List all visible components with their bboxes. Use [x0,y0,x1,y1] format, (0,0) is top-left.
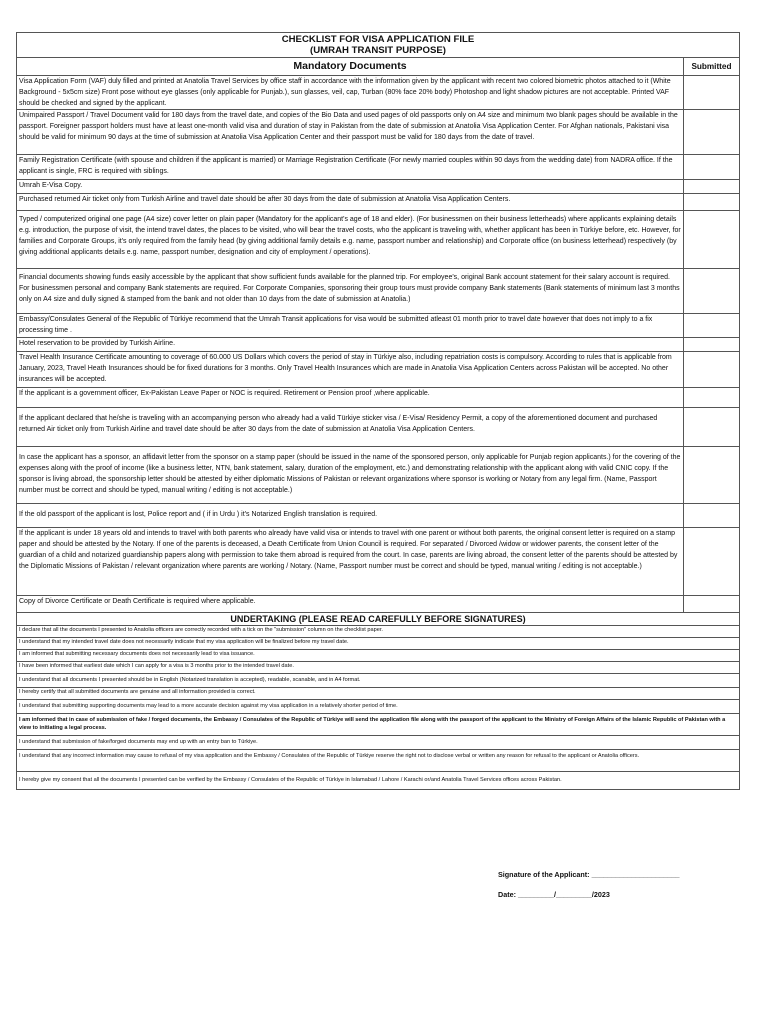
document-requirement: Visa Application Form (VAF) duly filled and printed at Anatolia Travel Services by office staff in accordance with the information given by the applicant with recent two colored biometric photos attached to it (White Background - 5x5cm size) Front pose without eye glasses (only applicable for Punjab.), sun glasses, veil, cap, Turban (80% face 20% body) Photoshop and light shadow pictures are not acceptable. Printed VAF should be checked and signed by the applicant. [17,76,684,110]
document-row [17,155,740,180]
submitted-heading: Submitted [683,58,739,76]
document-requirement: If the applicant is under 18 years old and intends to travel with both parents who already have valid visa or intends to travel with one parent or without both parents, the original consent letter is required on a stamp paper and should be attested by the Notary. If one of the parents is deceased, a Death Certificate from Union Council is required. For separated / Divorced /widow or widower parents, the consent letter of the guardian of a child and notarized guardianship papers along with permission to take them abroad is required from the court. In case, parents are living abroad, the consent letter of the parents should be attested by the Diplomatic Missions of Pakistan / relevant organization where parents are working / Notary. (Name, Passport number must be correct and should be typed, manual writing / editing is not acceptable.) [17,528,684,596]
document-requirement: Typed / computerized original one page (A4 size) cover letter on plain paper (Mandatory for the applicant's age of 18 and elder). (For businessmen on their business letterheads) where applicants explaining details e.g. introduction, the purpose of visit, the intend travel dates, the places to be visited, who will bear the travel costs, who the applicant is traveling with, whether applicant has been in Türkiye before, etc. However, for families and Corporate Groups, it's only required from the family head (by giving additional family details e.g. name, passport number and relationship) and Corporate office (on business letterhead) respectively (by giving additional applicants details e.g. name, passport number, designation and city of employment / operations). [17,211,684,269]
undertaking-statement: I have been informed that earliest date which I can apply for a visa is 3 months prior to the intended travel date. [17,662,740,674]
document-row [17,352,740,388]
undertaking-statement: I am informed that in case of submission of fake / forged documents, the Embassy / Consulates of the Republic of Türkiye will send the application file along with the passport of the applicant to the Ministry of Foreign Affairs of the Islamic Republic of Pakistan with a view to initiating a legal process. [17,714,740,736]
undertaking-statement: I understand that all documents I presented should be in English (Notarized translation is accepted), readable, scanable, and in A4 format. [17,674,740,688]
document-row [17,338,740,352]
document-requirement: Copy of Divorce Certificate or Death Certificate is required where applicable. [17,596,684,613]
undertaking-row [17,638,740,650]
submitted-checkbox-cell[interactable] [683,76,739,110]
document-row [17,76,740,110]
submitted-checkbox-cell[interactable] [683,180,739,194]
column-header-row [17,58,740,76]
document-row [17,447,740,504]
submitted-checkbox-cell[interactable] [683,314,739,338]
document-requirement: Purchased returned Air ticket only from Turkish Airline and travel date should be after 30 days from the date of submission at Anatolia Visa Application Centers. [17,194,684,211]
document-row [17,504,740,528]
undertaking-statement: I understand that submission of fake/forged documents may end up with an entry ban to Türkiye. [17,736,740,750]
document-row [17,596,740,613]
undertaking-row [17,750,740,772]
submitted-checkbox-cell[interactable] [683,155,739,180]
document-requirement: Hotel reservation to be provided by Turkish Airline. [17,338,684,352]
undertaking-statement: I understand that my intended travel date does not necessarily indicate that my visa application will be finalized before my travel date. [17,638,740,650]
undertaking-header-row [17,613,740,626]
undertaking-statement: I understand that any incorrect information may cause to refusal of my visa application and the Embassy / Consulates of the Republic of Türkiye reserve the right not to disclose verbal or written any reason for refusal to the applicant or Anatolia officers. [17,750,740,772]
document-row [17,528,740,596]
undertaking-row [17,650,740,662]
checklist-table [16,32,740,790]
submitted-checkbox-cell[interactable] [683,504,739,528]
undertaking-row [17,674,740,688]
document-row [17,408,740,447]
submitted-checkbox-cell[interactable] [683,596,739,613]
applicant-signature-line[interactable]: Signature of the Applicant: ______________________ [498,870,680,879]
mandatory-documents-heading: Mandatory Documents [17,58,684,76]
document-requirement: Financial documents showing funds easily accessible by the applicant that show sufficient funds available for the planned trip. For employee's, original Bank account statement for their salary account is required. For businessmen personal and company Bank statements are required. For Corporate Companies, sponsoring their group tours must provide company Bank statements (Bank statements of minimum last 3 months only on A4 size and dully signed & stamped from the bank and not older than 10 days from the date of submission at Anatolia.) [17,269,684,314]
undertaking-statement: I hereby give my consent that all the documents I presented can be verified by the Embassy / Consulates of the Republic of Türkiye in Islamabad / Lahore / Karachi or/and Anatolia Travel Services offices across Pakistan. [17,772,740,790]
document-row [17,211,740,269]
submitted-checkbox-cell[interactable] [683,269,739,314]
document-requirement: Travel Health Insurance Certificate amounting to coverage of 60.000 US Dollars which covers the period of stay in Türkiye also, including repatriation costs is compulsory. According to rules that is applicable from January, 2023, Travel Heath Insurances should be for fixed durations for 3 months. Only Travel Health Insurances which are made in Anatolia Visa Application Centers across Pakistan will be accepted. No other insurances will be accepted. [17,352,684,388]
document-row [17,110,740,155]
document-requirement: If the old passport of the applicant is lost, Police report and ( if in Urdu ) it's Notarized English translation is required. [17,504,684,528]
document-requirement: Umrah E-Visa Copy. [17,180,684,194]
document-requirement: If the applicant is a government officer, Ex-Pakistan Leave Paper or NOC is required. Retirement or Pension proof ,where applicable. [17,388,684,408]
submitted-checkbox-cell[interactable] [683,338,739,352]
undertaking-row [17,700,740,714]
title-row [17,33,740,58]
document-requirement: In case the applicant has a sponsor, an affidavit letter from the sponsor on a stamp paper (should be issued in the name of the sponsored person, only applicable for Punjab region applicants.) for the covering of the expenses along with the proof of income (like a business letter, NTN, bank statement, salary, duration of the employment, etc.) and demonstrating relationship with the applicant along with valid CNIC copy. If the sponsor is living abroad, the sponsorship letter should be attested by either diplomatic Missions of Pakistan or relevant organizations where sponsor is working or Notary from any legal firm. (Name, Passport number must be correct and should be typed, manual writing / editing is not acceptable.) [17,447,684,504]
document-row [17,180,740,194]
undertaking-row [17,662,740,674]
undertaking-row [17,714,740,736]
form-title [17,33,740,58]
submitted-checkbox-cell[interactable] [683,110,739,155]
undertaking-heading: UNDERTAKING (PLEASE READ CAREFULLY BEFORE SIGNATURES) [17,613,740,626]
undertaking-statement: I declare that all the documents I presented to Anatolia officers are correctly recorded with a tick on the "submission" column on the checklist paper. [17,626,740,638]
document-row [17,194,740,211]
document-row [17,269,740,314]
undertaking-row [17,626,740,638]
submitted-checkbox-cell[interactable] [683,528,739,596]
submitted-checkbox-cell[interactable] [683,447,739,504]
document-row [17,388,740,408]
document-requirement: Unimpaired Passport / Travel Document valid for 180 days from the travel date, and copies of the Bio Data and used pages of old passports only on A4 size and minimum two blank pages should be available in the passport. Foreigner passport holders must have at least one-month valid visa and duration of stay in Pakistan from the date of submission at Anatolia Visa Application Center. For Afghan nationals, Pakistani visa should be valid for minimum 90 days at the time of submission at Anatolia Visa Application Center and their passport must be valid for 180 days from the date of travel. [17,110,684,155]
undertaking-statement: I understand that submitting supporting documents may lead to a more accurate decision against my visa application in a relatively shorter period of time. [17,700,740,714]
submitted-checkbox-cell[interactable] [683,194,739,211]
document-requirement: Embassy/Consulates General of the Republic of Türkiye recommend that the Umrah Transit applications for visa would be submitted atleast 01 month prior to travel date however that does not imply to a fix processing time . [17,314,684,338]
submitted-checkbox-cell[interactable] [683,408,739,447]
document-requirement: If the applicant declared that he/she is traveling with an accompanying person who already had a valid Türkiye sticker visa / E-Visa/ Residency Permit, a copy of the aforementioned document and purchased returned Air ticket only from Turkish Airline and travel date should be after 30 days from the date of submission at Anatolia Visa Application Centers. [17,408,684,447]
undertaking-row [17,688,740,700]
submitted-checkbox-cell[interactable] [683,352,739,388]
title-line-2: (UMRAH TRANSIT PURPOSE) [310,45,446,56]
document-requirement: Family Registration Certificate (with spouse and children if the applicant is married) or Marriage Registration Certificate (For newly married couples within 90 days from the wedding date) from NADRA office. If the applicant is single, FRC is required with siblings. [17,155,684,180]
undertaking-statement: I am informed that submitting necessary documents does not necessarily lead to visa issuance. [17,650,740,662]
date-line[interactable]: Date: _________/_________/2023 [498,890,610,899]
checklist-sheet [16,32,740,790]
undertaking-statement: I hereby certify that all submitted documents are genuine and all information provided is correct. [17,688,740,700]
title-line-1: CHECKLIST FOR VISA APPLICATION FILE [281,34,475,45]
submitted-checkbox-cell[interactable] [683,211,739,269]
undertaking-row [17,772,740,790]
submitted-checkbox-cell[interactable] [683,388,739,408]
document-row [17,314,740,338]
undertaking-row [17,736,740,750]
